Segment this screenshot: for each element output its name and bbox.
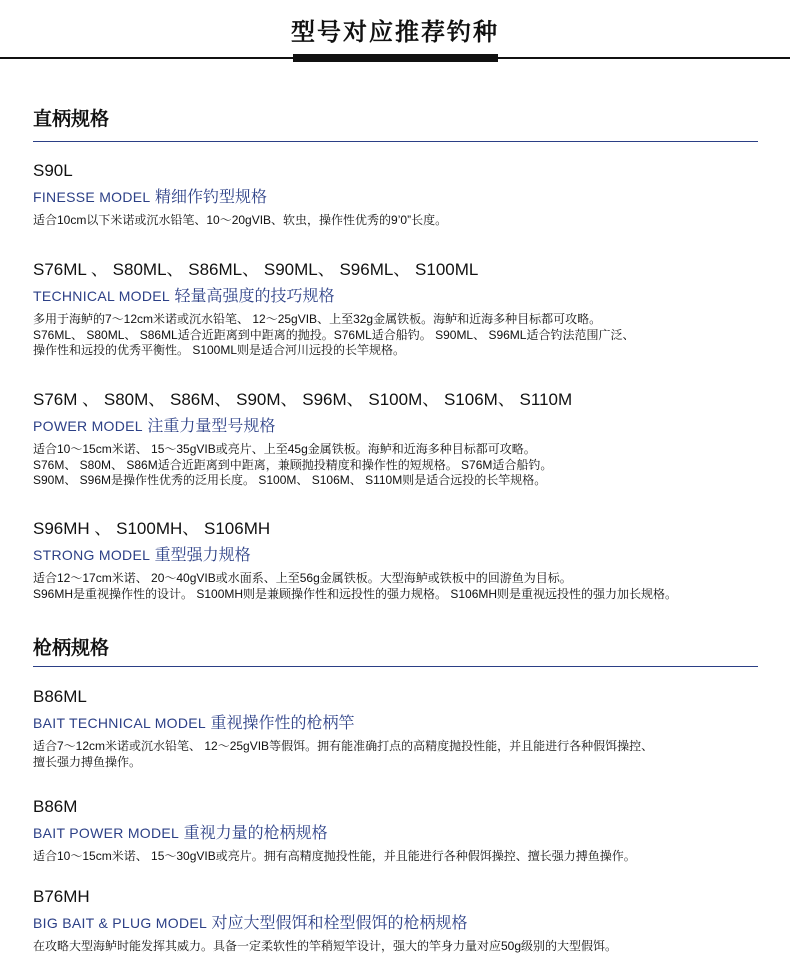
desc-line: 适合12～17cm米诺、 20～40gVIB或水面系、上至56g金属铁板。大型海鲈或铁板中的回游鱼为目标。: [33, 571, 572, 585]
desc-line: 操作性和远投的优秀平衡性。 S100ML则是适合河川远投的长竿规格。: [33, 343, 406, 357]
model-block: [33, 518, 783, 602]
model-type-cn: 重视力量的枪柄规格: [183, 825, 328, 842]
section-divider: [33, 141, 758, 142]
model-type-en: POWER MODEL: [33, 418, 143, 434]
model-block: [33, 686, 783, 770]
model-codes: B86ML: [33, 687, 87, 706]
page-title: 型号对应推荐钓种: [291, 19, 499, 46]
model-type-en: BAIT TECHNICAL MODEL: [33, 715, 207, 731]
model-type-en: TECHNICAL MODEL: [33, 288, 171, 304]
section-heading-straight: 直柄规格: [33, 109, 110, 130]
model-description: [33, 571, 783, 602]
model-block: [33, 886, 783, 955]
model-codes: S76ML 、 S80ML、 S86ML、 S90ML、 S96ML、 S100ML: [33, 260, 479, 279]
model-codes: B86M: [33, 797, 78, 816]
model-type-cn: 精细作钓型规格: [154, 189, 267, 206]
model-description: [33, 739, 783, 770]
model-codes: B76MH: [33, 887, 90, 906]
model-type: [33, 545, 783, 566]
model-codes: S90L: [33, 161, 73, 180]
desc-line: 适合10～15cm米诺、 15～30gVIB或亮片。拥有高精度抛投性能，并且能进行各种假饵操控、擅长强力搏鱼操作。: [33, 849, 636, 863]
model-description: [33, 312, 783, 359]
model-type-en: BIG BAIT & PLUG MODEL: [33, 915, 208, 931]
model-type: [33, 286, 783, 307]
desc-line: S90M、 S96M是操作性优秀的泛用长度。 S100M、 S106M、 S110M则是适合远投的长竿规格。: [33, 473, 547, 487]
model-block: [33, 259, 783, 359]
model-type-cn: 重型强力规格: [154, 547, 251, 564]
model-type-en: FINESSE MODEL: [33, 189, 151, 205]
desc-line: 适合10～15cm米诺、 15～35gVIB或亮片、上至45g金属铁板。海鲈和近海多种目标都可攻略。: [33, 442, 536, 456]
model-description: [33, 213, 783, 229]
section-heading-pistol: 枪柄规格: [33, 638, 110, 659]
model-type-cn: 对应大型假饵和栓型假饵的枪柄规格: [211, 915, 468, 932]
model-block: [33, 160, 783, 229]
model-codes: S96MH 、 S100MH、 S106MH: [33, 519, 271, 538]
model-type-cn: 重视操作性的枪柄竿: [210, 715, 355, 732]
model-description: [33, 849, 783, 865]
model-type: [33, 416, 783, 437]
model-codes: S76M 、 S80M、 S86M、 S90M、 S96M、 S100M、 S106M、 S110M: [33, 390, 573, 409]
model-type-en: STRONG MODEL: [33, 547, 151, 563]
desc-line: 适合7～12cm米诺或沉水铅笔、 12～25gVIB等假饵。拥有能准确打点的高精度抛投性能，并且能进行各种假饵操控、: [33, 739, 654, 753]
desc-line: 擅长强力搏鱼操作。: [33, 754, 142, 769]
model-description: [33, 442, 783, 489]
model-type: [33, 713, 783, 734]
model-type-cn: 注重力量型号规格: [147, 418, 276, 435]
model-type: [33, 913, 783, 934]
section-divider: [33, 666, 758, 667]
title-underline-accent: [293, 54, 498, 62]
model-block: [33, 796, 783, 865]
model-type-en: BAIT POWER MODEL: [33, 825, 180, 841]
desc-line: 在攻略大型海鲈时能发挥其威力。具备一定柔软性的竿稍短竿设计，强大的竿身力量对应50g级别的大型假饵。: [33, 939, 618, 953]
desc-line: S76M、 S80M、 S86M适合近距离到中距离，兼顾抛投精度和操作性的短规格。 S76M适合船钓。: [33, 457, 553, 472]
desc-line: S96MH是重视操作性的设计。 S100MH则是兼顾操作性和远投性的强力规格。 S106MH则是重视远投性的强力加长规格。: [33, 586, 678, 601]
model-description: [33, 939, 783, 955]
desc-line: S76ML、 S80ML、 S86ML适合近距离到中距离的抛投。S76ML适合船钓。 S90ML、 S96ML适合钓法范围广泛、: [33, 327, 635, 342]
model-block: [33, 389, 783, 489]
model-type: [33, 187, 783, 208]
model-type: [33, 823, 783, 844]
desc-line: 适合10cm以下米诺或沉水铅笔、10～20gVIB、软虫，操作性优秀的9’0”长度。: [33, 213, 448, 227]
model-type-cn: 轻量高强度的技巧规格: [174, 288, 335, 305]
desc-line: 多用于海鲈的7～12cm米诺或沉水铅笔、 12～25gVIB、上至32g金属铁板。海鲈和近海多种目标都可攻略。: [33, 312, 602, 326]
